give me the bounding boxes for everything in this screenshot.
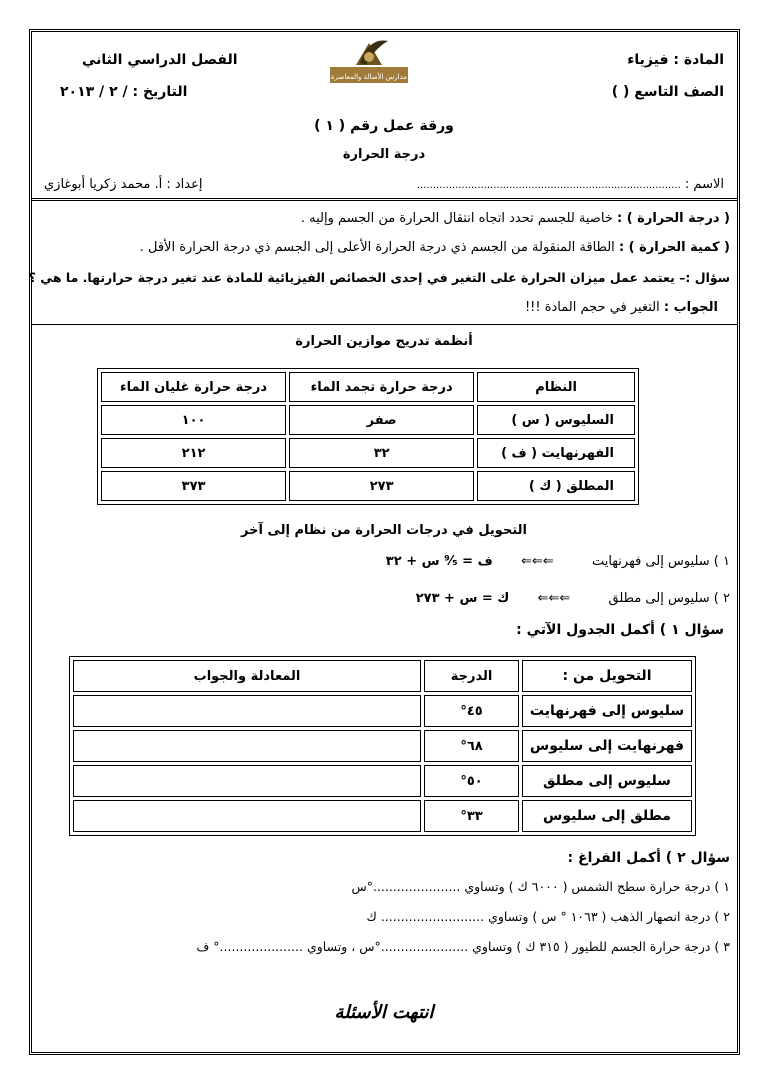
table-cell: ٤٥° <box>424 695 519 727</box>
conversion-line-1 <box>386 554 730 569</box>
answer-label: الجواب : <box>663 300 718 315</box>
table-cell: فهرنهايت إلى سليوس <box>522 730 692 762</box>
scales-table <box>97 368 639 505</box>
answer-cell[interactable] <box>73 765 421 797</box>
arrow-icon: ⇐⇐⇐ <box>537 591 571 606</box>
definition-2-term: ( كمية الحرارة ) : <box>618 240 730 255</box>
q2-item: ١ ) درجة حرارة سطح الشمس ( ٦٠٠٠ ك ) وتساوي ......................°س <box>351 879 730 894</box>
table-cell: السليوس ( س ) <box>477 405 635 435</box>
table-row <box>73 765 692 797</box>
table-cell: سليوس إلى مطلق <box>522 765 692 797</box>
conversion-title: التحويل في درجات الحرارة من نظام إلى آخر <box>241 523 527 538</box>
date-label: التاريخ : / ٢ / ٢٠١٣ <box>60 84 188 100</box>
table-cell: ٥٠° <box>424 765 519 797</box>
definition-2-text: الطاقة المنقولة من الجسم ذي درجة الحرارة الأعلى إلى الجسم ذي درجة الحرارة الأقل . <box>139 240 615 255</box>
header-divider <box>32 198 737 201</box>
table-cell: مطلق إلى سليوس <box>522 800 692 832</box>
q1-table <box>69 656 696 836</box>
table-header: درجة حرارة تجمد الماء <box>289 372 474 402</box>
school-logo <box>330 35 408 87</box>
table-cell: الفهرنهايت ( ف ) <box>477 438 635 468</box>
table-header: الدرجة <box>424 660 519 692</box>
definition-1-text: خاصية للجسم تحدد اتجاه انتقال الحرارة من الجسم وإليه . <box>300 211 613 226</box>
end-text: انتهت الأسئلة <box>334 1002 434 1023</box>
table-header: التحويل من : <box>522 660 692 692</box>
table-header-row <box>101 372 635 402</box>
table-cell: صفر <box>289 405 474 435</box>
logo-text: مدارس الأصالة والمعاصرة <box>330 73 408 81</box>
answer-text: التغير في حجم المادة !!! <box>524 300 660 315</box>
answer-cell[interactable] <box>73 800 421 832</box>
q2-item: ٢ ) درجة انصهار الذهب ( ١٠٦٣ ° س ) وتساوي .......................... ك <box>366 909 730 924</box>
table-row <box>101 471 635 501</box>
definitions-divider <box>32 324 737 325</box>
worksheet-title: ورقة عمل رقم ( ١ ) <box>314 118 454 134</box>
definition-1 <box>301 211 730 226</box>
question-text: سؤال :– يعتمد عمل ميزان الحرارة على التغير في إحدى الخصائص الفيزيائية للمادة عند تغير درجة حرارتها. ما هي ؟ <box>28 270 730 285</box>
table-row <box>101 438 635 468</box>
table-header: درجة حرارة غليان الماء <box>101 372 286 402</box>
answer-cell[interactable] <box>73 695 421 727</box>
name-dots: ................................................................................... <box>416 180 681 191</box>
table-cell: ٣٢ <box>289 438 474 468</box>
answer-row <box>525 300 718 315</box>
conversion-line-2 <box>416 591 730 606</box>
name-label: الاسم : <box>684 177 724 192</box>
table-cell: سليوس إلى فهرنهايت <box>522 695 692 727</box>
conversion-2-label: ٢ ) سليوس إلى مطلق <box>608 591 730 606</box>
table-row <box>73 800 692 832</box>
subject-value: فيزياء <box>627 52 669 68</box>
table-header-row <box>73 660 692 692</box>
q2-title: سؤال ٢ ) أكمل الفراغ : <box>567 850 730 866</box>
grade-label: الصف التاسع ( ) <box>611 84 724 100</box>
conversion-2-formula: ك = س + ٢٧٣ <box>415 591 510 606</box>
prepared-by: إعداد : أ. محمد زكريا أبوغازي <box>44 177 203 192</box>
name-row <box>417 177 724 192</box>
table-cell: المطلق ( ك ) <box>477 471 635 501</box>
definition-1-term: ( درجة الحرارة ) : <box>616 211 730 226</box>
scales-title: أنظمة تدريج موازين الحرارة <box>295 334 473 349</box>
semester-label: الفصل الدراسي الثاني <box>82 52 238 68</box>
subject-row <box>627 52 724 68</box>
q1-title: سؤال ١ ) أكمل الجدول الآتي : <box>516 622 724 638</box>
definition-2 <box>140 240 730 255</box>
table-header: المعادلة والجواب <box>73 660 421 692</box>
subject-label: المادة : <box>673 52 724 68</box>
answer-cell[interactable] <box>73 730 421 762</box>
table-cell: ٢٧٣ <box>289 471 474 501</box>
table-row <box>101 405 635 435</box>
table-cell: ٦٨° <box>424 730 519 762</box>
q2-item: ٣ ) درجة حرارة الجسم للطيور ( ٣١٥ ك ) وتساوي ......................°س ، وتساوي .....................° ف <box>196 939 730 954</box>
table-cell: ٣٣° <box>424 800 519 832</box>
table-header: النظام <box>477 372 635 402</box>
table-row <box>73 695 692 727</box>
table-cell: ١٠٠ <box>101 405 286 435</box>
topic-title: درجة الحرارة <box>342 147 426 162</box>
arrow-icon: ⇐⇐⇐ <box>520 554 554 569</box>
table-cell: ٣٧٣ <box>101 471 286 501</box>
table-cell: ٢١٢ <box>101 438 286 468</box>
table-row <box>73 730 692 762</box>
conversion-1-label: ١ ) سليوس إلى فهرنهايت <box>591 554 730 569</box>
conversion-1-formula: ف = ⁹⁄₅ س + ٣٢ <box>385 554 493 569</box>
